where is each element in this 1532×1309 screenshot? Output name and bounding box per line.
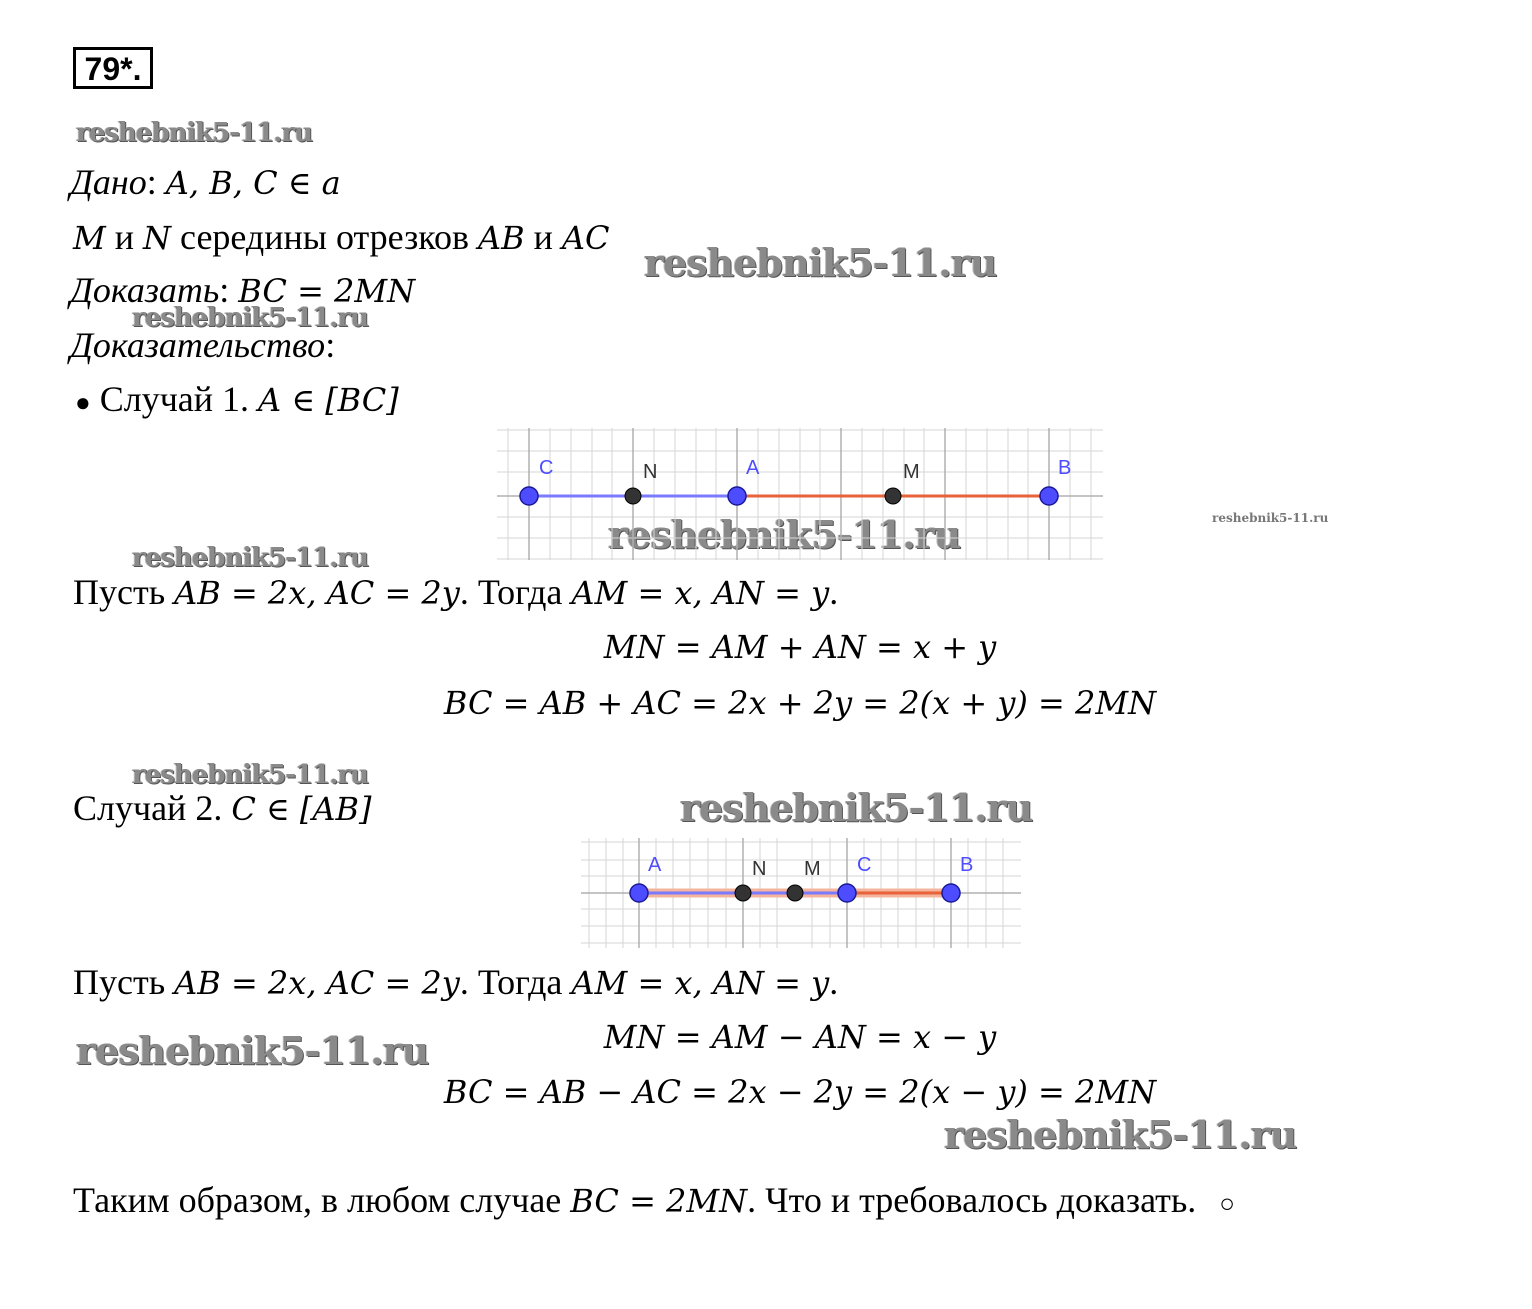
label-b: B [960, 854, 974, 876]
watermark: reshebnik5-11.ru [644, 240, 997, 285]
point-m [885, 488, 901, 504]
watermark: reshebnik5-11.ru [132, 543, 369, 573]
point-c [520, 487, 538, 505]
label-a: A [648, 854, 662, 876]
label-m: M [804, 858, 821, 880]
proof-label: Доказательство [70, 325, 326, 365]
label-b: B [1058, 457, 1072, 479]
watermark: reshebnik5-11.ru [608, 512, 961, 557]
point-b [1040, 487, 1058, 505]
case1-eq1: MN = AM + AN = x + y [603, 628, 997, 666]
watermark: reshebnik5-11.ru [944, 1112, 1297, 1157]
point-c [838, 884, 856, 902]
watermark: reshebnik5-11.ru [76, 118, 313, 148]
bullet-icon: ● [75, 388, 91, 417]
watermark: reshebnik5-11.ru [680, 785, 1033, 830]
proof-label-line: Доказательство: [70, 325, 336, 365]
problem-number: 79*. [73, 47, 153, 89]
case1-condition: A ∈ [BC] [258, 381, 399, 419]
case2-condition: C ∈ [AB] [231, 790, 372, 828]
watermark: reshebnik5-11.ru [76, 1028, 429, 1073]
case2-let-line: Пусть AB = 2x, AC = 2y. Тогда AM = x, AN = y. [73, 962, 839, 1002]
case2-eq2: BC = AB − AC = 2x − 2y = 2(x − y) = 2MN [443, 1073, 1157, 1111]
label-n: N [643, 461, 658, 483]
point-n [625, 488, 641, 504]
point-a [728, 487, 746, 505]
prove-line: Доказать: BC = 2MN [70, 270, 416, 310]
watermark: reshebnik5-11.ru [132, 303, 369, 333]
case1-heading: ● Случай 1. A ∈ [BC] [75, 379, 399, 419]
point-m [787, 885, 803, 901]
case2-heading: Случай 2. C ∈ [AB] [73, 788, 372, 828]
case1-eq2: BC = AB + AC = 2x + 2y = 2(x + y) = 2MN [443, 684, 1157, 722]
midpoints-line: M и N середины отрезков AB и AC [73, 217, 610, 257]
given-label: Дано [70, 162, 147, 202]
point-n [735, 885, 751, 901]
point-b [942, 884, 960, 902]
label-n: N [752, 858, 767, 880]
end-of-proof-icon: ○ [1219, 1189, 1236, 1218]
case2-diagram [581, 838, 1021, 948]
given-line: Дано: A, B, C ∈ a [70, 162, 341, 202]
conclusion-line: Таким образом, в любом случае BC = 2MN. Что и требовалось доказать. ○ [73, 1180, 1236, 1220]
watermark: reshebnik5-11.ru [132, 760, 369, 790]
case1-let-line: Пусть AB = 2x, AC = 2y. Тогда AM = x, AN = y. [73, 572, 839, 612]
conclusion-expr: BC = 2MN [570, 1182, 748, 1220]
given-statement: A, B, C ∈ a [165, 164, 341, 202]
prove-label: Доказать [70, 270, 220, 310]
label-m: M [903, 461, 920, 483]
point-a [630, 884, 648, 902]
label-a: A [746, 457, 760, 479]
case1-diagram [497, 428, 1103, 560]
watermark: reshebnik5-11.ru [1212, 511, 1329, 525]
label-c: C [857, 854, 872, 876]
label-c: C [539, 457, 554, 479]
case1-grid [497, 428, 1103, 560]
prove-statement: BC = 2MN [238, 272, 416, 310]
case2-eq1: MN = AM − AN = x − y [603, 1018, 997, 1056]
